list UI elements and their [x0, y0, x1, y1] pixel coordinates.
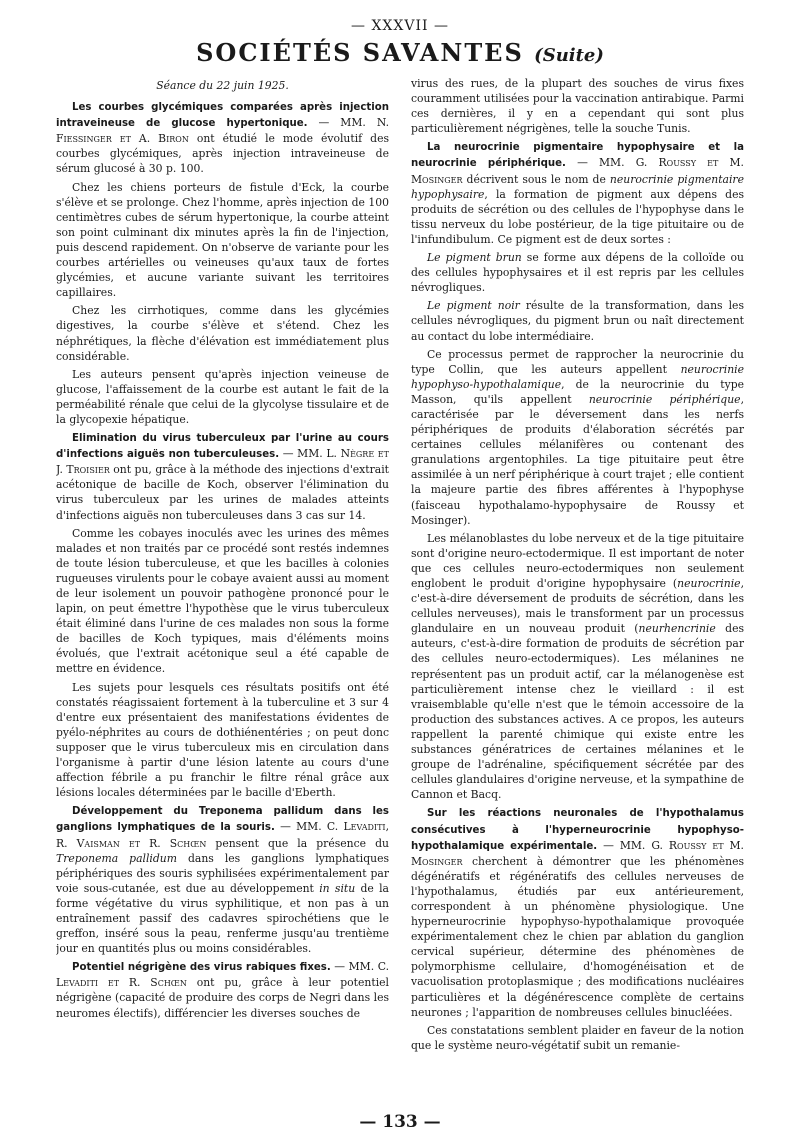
paragraph: Comme les cobayes inoculés avec les urines des mêmes malades et non traités par ce procédé sont restés indemnes de toute lésion tuberculeuse, et que les bacilles à colonies rugueuses virulents pour le cobaye avaient aussi au moment de leur isolement un pouvoir pathogène prononcé pour le lapin, on peut émettre l'hypothèse que le virus tuberculeux était éliminé dans l'urine de ces malades non sous la forme de bacilles de Koch typiques, mais d'éléments moins évolués, que l'extrait acétonique seul a été capable de mettre en évidence.: [56, 526, 389, 676]
left-column: [56, 76, 389, 1076]
article-pigmentary-neurocrinia: La neurocrinie pigmentaire hypophysaire et la neurocrinie périphérique. — MM. G. Roussy et M. Mosinger décrivent sous le nom de neurocrinie pigmentaire hypophysaire, la formation de pigment aux dépens des produits de sécrétion ou des cellules de l'hypophyse dans le tissu nerveux du lobe postérieur, de la tige pituitaire ou de l'infundibulum. Ce pigment est de deux sortes :: [411, 142, 744, 246]
right-column: [411, 76, 744, 1076]
article-authors: N. Fiessinger et A. Biron: [56, 116, 389, 146]
section-title-text: SOCIÉTÉS SAVANTES: [196, 38, 524, 67]
article-rabies-virus: Potentiel négrigène des virus rabiques fixes. — MM. C. Levaditi et R. Schœn ont pu, grâce à leur potentiel négrigène (capacité de produire des corps de Negri dans les neuromes électifs), différencier les diverses souches de: [56, 960, 389, 1020]
paragraph: Ce processus permet de rapprocher la neurocrinie du type Collin, que les auteurs appellent neurocrinie hypophyso-hypothalamique, de la neurocrinie du type Masson, qu'ils appellent neurocrinie périphérique, caractérisée par le déversement dans les nerfs périphériques de produits d'élaboration sécrétés par certaines cellules mélanifères ou contenant des granulations argentophiles. La tige pituitaire peut être assimilée à un nerf périphérique à court trajet ; elle contient la majeure partie des fibres afférentes à l'hypophyse (faisceau hypothalamo-hypophysaire de Roussy et Mosinger).: [411, 347, 744, 527]
paragraph: Ces constatations semblent plaider en faveur de la notion que le système neuro-végétatif subit un remanie-: [411, 1023, 744, 1052]
article-authors: C. Levaditi et R. Schœn: [56, 960, 389, 990]
article-heading: Potentiel négrigène des virus rabiques fixes.: [72, 962, 331, 974]
article-heading: Développement du Treponema pallidum dans les ganglions lymphatiques de la souris.: [56, 806, 389, 834]
article-heading: Sur les réactions neuronales de l'hypothalamus consécutives à l'hyperneurocrinie hypophyso-hypothalamique expérimentale.: [411, 808, 744, 852]
article-heading: La neurocrinie pigmentaire hypophysaire et la neurocrinie périphérique.: [411, 142, 744, 170]
article-heading: Elimination du virus tuberculeux par l'urine au cours d'infections aiguës non tuberculeuses.: [56, 433, 389, 461]
section-title: [56, 38, 744, 67]
paragraph: Chez les chiens porteurs de fistule d'Eck, la courbe s'élève et se prolonge. Chez l'homme, après injection de 100 centimètres cubes de sérum hypertonique, la courbe atteint son point culminant dix minutes après la fin de l'injection, puis descend rapidement. On n'observe de variante pour les courbes artérielles ou veineuses qu'aux taux de fortes glycémies, et aucune variante suivant les territoires capillaires.: [56, 180, 389, 300]
article-authors: C. Levaditi, R. Vaisman et R. Schœn: [56, 820, 389, 850]
page-number: — 133 —: [359, 1112, 441, 1132]
paragraph: Chez les cirrhotiques, comme dans les glycémies digestives, la courbe s'élève et s'étend. Chez les néphrétiques, la flèche d'élévation est immédiatement plus considérable.: [56, 304, 389, 363]
article-hypothalamus-reactions: Sur les réactions neuronales de l'hypothalamus consécutives à l'hyperneurocrinie hypophyso-hypothalamique expérimentale. — MM. G. Roussy et M. Mosinger cherchent à démontrer que les phénomènes dégénératifs et régénératifs des cellules nerveuses de l'hypothalamus, étudiés par eux antérieurement, correspondent à un phénomène physiologique. Une hyperneurocrinie hypophyso-hypothalamique provoquée expérimentalement chez le chien par ablation du ganglion cervical supérieur, détermine des phénomènes de polymorphisme cellulaire, d'homogénéisation et de vacuolisation protoplasmique ; des modifications nucléaires particulières et la dégénérescence complète de certains neurones ; l'apparition de nombreuses cellules binucléées.: [411, 808, 744, 1019]
paragraph-continued: virus des rues, de la plupart des souches de virus fixes couramment utilisées pour la vaccination antirabique. Parmi ces dernières, il y en a cependant qui sont plus particulièrement négrigènes, telle la souche Tunis.: [411, 77, 744, 136]
article-treponema: Développement du Treponema pallidum dans les ganglions lymphatiques de la souris. — MM. C. Levaditi, R. Vaisman et R. Schœn pensent que la présence du Treponema pallidum dans les ganglions lymphatiques périphériques des souris syphilisées expérimentalement par voie sous-cutanée, est due au développement in situ de la forme végétative du virus syphilitique, et non pas à un entraînement passif des cadavres spirochétiens que le greffon, inséré sous la peau, renferme jusqu'au trentième jour en quantités plus ou moins considérables.: [56, 806, 389, 956]
article-heading: Les courbes glycémiques comparées après injection intraveineuse de glucose hypertonique.: [56, 102, 389, 130]
paragraph: Le pigment noir résulte de la transformation, dans les cellules névrogliques, du pigment brun ou naît directement au contact du lobe intermédiaire.: [411, 299, 744, 343]
article-columns: [56, 76, 744, 1076]
journal-page: [56, 12, 744, 1137]
article-authors: G. Roussy et M. Mosinger: [411, 156, 744, 186]
session-date: Séance du 22 juin 1925.: [156, 79, 289, 92]
paragraph: Les mélanoblastes du lobe nerveux et de la tige pituitaire sont d'origine neuro-ectodermique. Il est important de noter que ces cellules neuro-ectodermiques non seulement englobent le produit d'origine hypophysaire (neurocrinie, c'est-à-dire déversement de produits de sécrétion, dans les cellules nerveuses), mais le transforment par un processus glandulaire en un nouveau produit (neurhencrinie des auteurs, c'est-à-dire formation de produits de sécrétion par des cellules neuro-ectodermiques). Les mélanines ne représentent pas un produit actif, car la mélanogenèse est particulièrement intense chez le vieillard : il est vraisemblable qu'elle n'est que le témoin accessoire de la production des substances actives. A ce propos, les auteurs rappellent la parenté chimique qui existe entre les substances génératrices de certaines mélanines et le groupe de l'adrénaline, spécifiquement sécrétée par des cellules glandulaires d'origine nerveuse, et la sympathine de Cannon et Bacq.: [411, 531, 744, 802]
paragraph: Le pigment brun se forme aux dépens de la colloïde ou des cellules hypophysaires et il est repris par les cellules névrogliques.: [411, 251, 744, 295]
article-glycemic-curves: Les courbes glycémiques comparées après injection intraveineuse de glucose hypertonique. — MM. N. Fiessinger et A. Biron ont étudié le mode évolutif des courbes glycémiques, après injection intraveineuse de sérum glucosé à 30 p. 100.: [56, 102, 389, 176]
article-authors: L. Nègre et J. Troisier: [56, 447, 389, 477]
article-authors: G. Roussy et M. Mosinger: [411, 838, 744, 868]
paragraph: Les auteurs pensent qu'après injection veineuse de glucose, l'affaissement de la courbe est autant le fait de la perméabilité rénale que celui de la glycolyse tissulaire et de la glycopexie hépatique.: [56, 367, 389, 426]
section-title-suite: (Suite): [534, 45, 604, 66]
article-tuberculous-virus: Elimination du virus tuberculeux par l'urine au cours d'infections aiguës non tuberculeuses. — MM. L. Nègre et J. Troisier ont pu, grâce à la méthode des injections d'extrait acétonique de bacille de Koch, observer l'élimination du virus tuberculeux par les urines de malades atteints d'infections aiguës non tuberculeuses dans 3 cas sur 14.: [56, 433, 389, 522]
paragraph: Les sujets pour lesquels ces résultats positifs ont été constatés réagissaient fortement à la tuberculine et 3 sur 4 d'entre eux présentaient des manifestations évidentes de pyélo-néphrites au cours de dothiénentéries ; on peut donc supposer que le virus tuberculeux mis en circulation dans l'organisme à partir d'une lésion latente au cours d'une affection fébrile a pu franchir le filtre rénal grâce aux lésions locales déterminées par le bacille d'Eberth.: [56, 680, 389, 800]
running-head: — XXXVII —: [351, 18, 449, 34]
